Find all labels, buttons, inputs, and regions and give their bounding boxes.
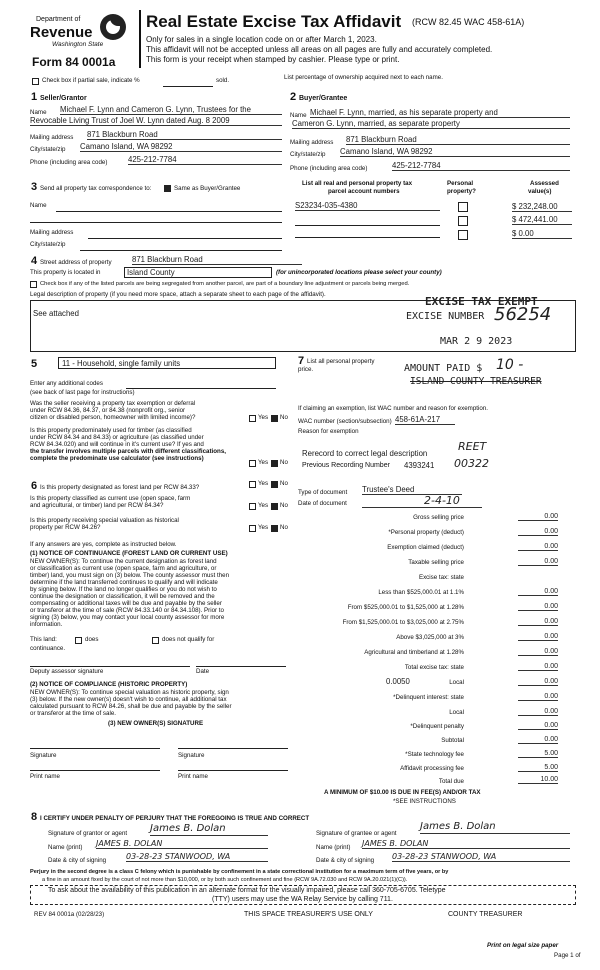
form-number: Form 84 0001a xyxy=(32,55,116,69)
historic-no-checkbox[interactable] xyxy=(271,525,278,532)
legal-paper-note: Print on legal size paper xyxy=(487,942,559,949)
tax-label-17: Affidavit processing fee xyxy=(400,765,464,772)
tax-value-14[interactable]: 0.00 xyxy=(518,722,558,730)
cont-line-7: or transferor at the time of sale (RCW 84.33.140 or 84.34.108). Prior to xyxy=(30,607,224,614)
sec3-mailing-label: Mailing address xyxy=(30,229,74,236)
hist-line-0: NEW OWNER(S): To continue special valuation as historic property, sign xyxy=(30,689,229,696)
hist-line-3: or transferor at the time of sale. xyxy=(30,710,116,717)
doc-date[interactable]: 2-4-10 xyxy=(362,495,482,508)
sec6-note: If any answers are yes, complete as instructed below. xyxy=(30,541,177,548)
cont-line-5: continue the designation or classification, it will be removed and the xyxy=(30,593,215,600)
tax-label-18: Total due xyxy=(438,778,464,785)
use-code-select[interactable] xyxy=(58,357,276,369)
tax-label-3: Taxable selling price xyxy=(408,559,464,566)
legal-label: Legal description of property (if you need more space, attach a separate sheet to each page of the affidavit). xyxy=(30,291,326,298)
local-rate: 0.0050 xyxy=(386,677,410,686)
q1a: Was the seller receiving a property tax exemption or deferral xyxy=(30,400,196,407)
seller-num: 1 xyxy=(31,91,38,103)
reet-number: 00322 xyxy=(454,457,489,470)
cont-line-6: compensating or additional taxes will be due and payable by the seller xyxy=(30,600,222,607)
excise-exempt-stamp: EXCISE TAX EXEMPT xyxy=(425,295,538,308)
grantor-sig-label: Signature of grantor or agent xyxy=(48,830,128,837)
sec6-q2b: and agricultural, or timber) land per RCW 84.34? xyxy=(30,502,164,509)
personal-property-checkbox-3[interactable] xyxy=(458,230,468,240)
sec6-q3a: Is this property receiving special valuation as historical xyxy=(30,517,179,524)
prev-label: Previous Recording Number xyxy=(302,462,390,469)
codes-line[interactable] xyxy=(126,388,276,389)
excise-number-label: EXCISE NUMBER xyxy=(406,311,485,322)
forest-yes-checkbox[interactable] xyxy=(249,481,256,488)
cont-line-0: NEW OWNER(S): To continue the current designation as forest land xyxy=(30,558,217,565)
tax-label-4: Excise tax: state xyxy=(418,574,464,581)
new-owner-sig-heading: (3) NEW OWNER(S) SIGNATURE xyxy=(108,720,204,727)
wac-number[interactable]: 458-61A-217 xyxy=(395,416,455,425)
sec3-city-label: City/state/zip xyxy=(30,241,66,248)
buyer-name1[interactable]: Michael F. Lynn, married, as his separate property and xyxy=(310,109,570,118)
forest-no-label: No xyxy=(280,480,288,487)
tax-value-12[interactable]: 0.00 xyxy=(518,693,558,701)
parcel-col3: Assessed xyxy=(530,180,559,187)
doc-date-label: Date of document xyxy=(298,500,347,507)
owner-sig1-label: Signature xyxy=(30,752,57,759)
continuance-label: continuance. xyxy=(30,645,66,652)
grantee-signature[interactable]: James B. Dolan xyxy=(420,822,570,834)
historic-yes-label: Yes xyxy=(258,524,269,531)
sec8-num: 8 xyxy=(31,811,38,823)
parcel-col1b: parcel account numbers xyxy=(328,188,400,195)
seller-mailing[interactable]: 871 Blackburn Road xyxy=(87,131,282,140)
sec7-label1: List all personal property xyxy=(307,358,375,365)
prev-value[interactable]: 4393241 xyxy=(404,461,435,470)
deputy-label: Deputy assessor signature xyxy=(30,668,104,675)
doc-type-label: Type of document xyxy=(298,489,348,496)
county-note: (for unincorporated locations please select your county) xyxy=(276,269,442,276)
seller-phone[interactable]: 425-212-7784 xyxy=(128,156,282,165)
page-number: Page 1 of xyxy=(554,952,581,959)
header-divider xyxy=(139,10,141,68)
codes-label: Enter any additional codes xyxy=(30,380,103,387)
owner-sig2-line[interactable] xyxy=(178,748,288,749)
assessed-value-1[interactable]: $ 232,248.00 xyxy=(512,203,572,212)
sec3-num: 3 xyxy=(31,181,38,193)
tax-label-11: Local xyxy=(449,679,464,686)
sec5-num: 5 xyxy=(31,358,38,370)
tax-label-1: *Personal property (deduct) xyxy=(388,529,464,536)
tax-value-10[interactable]: 0.00 xyxy=(518,663,558,671)
land-label: This land: xyxy=(30,636,57,643)
seller-name1[interactable]: Michael F. Lynn and Cameron G. Lynn, Trustees for the xyxy=(60,106,282,115)
dept-line3: Washington State xyxy=(52,41,104,48)
forest-yes-label: Yes xyxy=(258,480,269,487)
buyer-city-label: City/state/zip xyxy=(290,151,326,158)
tax-value-15[interactable]: 0.00 xyxy=(518,736,558,744)
minimum-note: A MINIMUM OF $10.00 IS DUE IN FEE(S) AND/OR TAX xyxy=(324,789,481,796)
currentuse-yes-label: Yes xyxy=(258,502,269,509)
codes-note: (see back of last page for instructions) xyxy=(30,389,135,396)
cont-line-8: signing (3) below, you may contact your local county assessor for more xyxy=(30,614,225,621)
tax-label-13: Local xyxy=(449,709,464,716)
seller-city[interactable]: Camano Island, WA 98292 xyxy=(80,143,282,152)
tax-value-0[interactable]: 0.00 xyxy=(518,513,558,521)
dept-line2: Revenue xyxy=(30,24,93,41)
grantor-date[interactable]: 03-28-23 STANWOOD, WA xyxy=(126,853,268,862)
cont-line-4: by signing below. If the land no longer qualifies or you do not wish to xyxy=(30,586,217,593)
owner-print2-label: Print name xyxy=(178,773,208,780)
tax-label-0: Gross selling price xyxy=(413,514,464,521)
wac-label: WAC number (section/subsection) xyxy=(298,418,392,425)
seller-heading: Seller/Grantor xyxy=(40,95,87,102)
alt-format-line1: To ask about the availability of this publication in an alternate format for the visually impaired, please call 360-705-6705. Teletype xyxy=(48,887,446,894)
q1b: under RCW 84.36, 84.37, or 84.38 (nonprofit org., senior xyxy=(30,407,186,414)
seller-phone-label: Phone (including area code) xyxy=(30,159,108,166)
header-note2: This affidavit will not be accepted unless all areas on all pages are fully and accurately completed. xyxy=(146,45,493,54)
buyer-name-label: Name xyxy=(290,112,307,119)
reason-label: Reason for exemption xyxy=(298,428,359,435)
ownership-note: List percentage of ownership acquired next to each name. xyxy=(284,74,443,81)
q1-yes-label: Yes xyxy=(258,414,269,421)
tax-value-11[interactable]: 0.00 xyxy=(518,678,558,686)
see-instructions: *SEE INSTRUCTIONS xyxy=(393,798,456,805)
personal-property-checkbox-2[interactable] xyxy=(458,216,468,226)
currentuse-no-label: No xyxy=(280,502,288,509)
street-address[interactable]: 871 Blackburn Road xyxy=(132,256,302,265)
q1c: citizen or disabled person, homeowner with limited income)? xyxy=(30,414,196,421)
legal-description: See attached xyxy=(33,309,79,318)
sec3-name-label: Name xyxy=(30,202,47,209)
dor-swirl-icon xyxy=(100,14,126,40)
partial-sale-checkbox[interactable] xyxy=(32,78,39,85)
parcel-line3[interactable] xyxy=(295,237,440,238)
deputy-date-line[interactable] xyxy=(196,666,286,667)
tax-label-7: From $1,525,000.01 to $3,025,000 at 2.75% xyxy=(342,619,464,626)
q1-no-checkbox[interactable] xyxy=(271,415,278,422)
tax-label-9: Agricultural and timberland at 1.28% xyxy=(364,649,464,656)
partial-pct-line[interactable] xyxy=(163,86,213,87)
buyer-num: 2 xyxy=(290,91,297,103)
tax-label-16: *State technology fee xyxy=(405,751,464,758)
header-note1: Only for sales in a single location code on or after March 1, 2023. xyxy=(146,35,377,44)
doesnot-checkbox[interactable] xyxy=(152,637,159,644)
partial-sale-label: Check box if partial sale, indicate % xyxy=(42,77,140,84)
tax-value-16[interactable]: 5.00 xyxy=(518,750,558,758)
deputy-date-label: Date xyxy=(196,668,210,675)
sec3-mailing-line[interactable] xyxy=(88,238,282,239)
parcel-line2[interactable] xyxy=(295,225,440,226)
parcel-col1: List all real and personal property tax xyxy=(302,180,413,187)
cont-line-1: or classification as current use (open space, farm and agriculture, or xyxy=(30,565,217,572)
amount-paid-value: 10 - xyxy=(496,357,524,373)
use-code-value: 11 - Household, single family units xyxy=(62,359,181,368)
parcel-col2b: property? xyxy=(447,188,476,195)
grantee-name[interactable]: JAMES B. DOLAN xyxy=(362,840,570,849)
excise-number-value: 56254 xyxy=(494,304,552,325)
owner-sig1-line[interactable] xyxy=(30,748,160,749)
hist-line-1: (3) below. If the new owner(s) doesn't wish to continue, all additional tax xyxy=(30,696,227,703)
owner-sig2-label: Signature xyxy=(178,752,205,759)
buyer-heading: Buyer/Grantee xyxy=(299,95,348,102)
q2b: under RCW 84.34 and 84.33) or agriculture (as classified under xyxy=(30,434,204,441)
cont-line-2: timber) land, you must sign on (3) below. The county assessor must then xyxy=(30,572,230,579)
tax-label-15: Subtotal xyxy=(441,737,464,744)
tax-label-8: Above $3,025,000 at 3% xyxy=(396,634,464,641)
grantor-date-label: Date & city of signing xyxy=(48,857,107,864)
tax-label-10: Total excise tax: state xyxy=(404,664,464,671)
cont-line-9: information. xyxy=(30,621,63,628)
perjury-line2: a fine in an amount fixed by the court of not more than $10,000, or by both such confinement and fine (RCW 9A.72.030 and RCW 9A.20.021(1)(C)). xyxy=(42,877,408,883)
historic-heading: (2) NOTICE OF COMPLIANCE (HISTORIC PROPERTY) xyxy=(30,681,188,688)
treasurer-use: THIS SPACE TREASURER'S USE ONLY xyxy=(244,911,373,918)
currentuse-yes-checkbox[interactable] xyxy=(249,503,256,510)
alt-format-line2: (TTY) users may use the WA Relay Service by calling 711. xyxy=(212,896,393,903)
buyer-name2[interactable]: Cameron G. Lynn, married, as separate property xyxy=(292,120,570,129)
q2e: complete the predominate use calculator (see instructions) xyxy=(30,455,204,462)
hist-line-2: calculated pursuant to RCW 84.26, shall be due and payable by the seller xyxy=(30,703,232,710)
county-select[interactable] xyxy=(124,267,272,278)
historic-yes-checkbox[interactable] xyxy=(249,525,256,532)
tax-label-12: *Delinquent interest: state xyxy=(393,694,464,701)
tax-label-6: From $525,000.01 to $1,525,000 at 1.28% xyxy=(347,604,464,611)
deputy-sig-line[interactable] xyxy=(30,666,190,667)
owner-print1-line[interactable] xyxy=(30,770,160,771)
tax-label-14: *Delinquent penalty xyxy=(410,723,464,730)
form-rcw: (RCW 82.45 WAC 458-61A) xyxy=(412,17,525,27)
sec6-q1: Is this property designated as forest land per RCW 84.33? xyxy=(40,484,200,491)
grantee-date[interactable]: 03-28-23 STANWOOD, WA xyxy=(392,853,570,862)
treasurer-stamp: ISLAND COUNTY TREASURER xyxy=(410,376,542,387)
tax-label-5: Less than $525,000.01 at 1.1% xyxy=(378,589,464,596)
same-as-buyer-label: Same as Buyer/Grantee xyxy=(174,185,241,192)
buyer-city[interactable]: Camano Island, WA 98292 xyxy=(340,148,570,157)
does-checkbox[interactable] xyxy=(75,637,82,644)
tax-value-8[interactable]: 0.00 xyxy=(518,633,558,641)
seller-name-label: Name xyxy=(30,109,47,116)
dept-line1: Department of xyxy=(36,16,81,23)
doc-type[interactable]: Trustee's Deed xyxy=(362,486,462,495)
exempt-label: If claiming an exemption, list WAC number and reason for exemption. xyxy=(298,405,488,412)
historic-no-label: No xyxy=(280,524,288,531)
seller-city-label: City/state/zip xyxy=(30,146,66,153)
buyer-phone[interactable]: 425-212-7784 xyxy=(392,162,570,171)
grantor-name-label: Name (print) xyxy=(48,844,83,851)
same-as-buyer-checkbox[interactable] xyxy=(164,185,171,192)
tax-value-1[interactable]: 0.00 xyxy=(518,528,558,536)
segregated-label: Check box if any of the listed parcels are being segregated from another parcel, are part of a boundary line adjustment or parcels being merged. xyxy=(40,281,410,287)
assessed-value-2[interactable]: $ 472,441.00 xyxy=(512,216,572,225)
county-treasurer: COUNTY TREASURER xyxy=(448,911,523,918)
doesnot-label: does not qualify for xyxy=(162,636,215,643)
q2-no-checkbox[interactable] xyxy=(271,460,278,467)
parcel-number[interactable]: S23234-035-4380 xyxy=(295,202,440,211)
reet-handwritten: REET xyxy=(458,440,487,453)
currentuse-no-checkbox[interactable] xyxy=(271,503,278,510)
tax-value-17[interactable]: 5.00 xyxy=(518,764,558,772)
sec6-q2a: Is this property classified as current use (open space, farm xyxy=(30,495,191,502)
sec7-label2: price. xyxy=(298,366,314,373)
tax-value-2[interactable]: 0.00 xyxy=(518,543,558,551)
located-label: This property is located in xyxy=(30,269,101,276)
tax-value-6[interactable]: 0.00 xyxy=(518,603,558,611)
forest-no-checkbox[interactable] xyxy=(271,481,278,488)
tax-value-9[interactable]: 0.00 xyxy=(518,648,558,656)
parcel-col2: Personal xyxy=(447,180,474,187)
does-label: does xyxy=(85,636,99,643)
parcel-col3b: value(s) xyxy=(528,188,552,195)
sec6-q3b: property per RCW 84.26? xyxy=(30,524,101,531)
county-value: Island County xyxy=(127,268,175,277)
sec6-num: 6 xyxy=(31,480,38,492)
tax-value-13[interactable]: 0.00 xyxy=(518,708,558,716)
q1-no-label: No xyxy=(280,414,288,421)
q2a: Is this property predominately used for timber (as classified xyxy=(30,427,192,434)
seller-mailing-label: Mailing address xyxy=(30,134,74,141)
tax-value-18[interactable]: 10.00 xyxy=(518,776,558,784)
tax-value-5[interactable]: 0.00 xyxy=(518,588,558,596)
personal-property-checkbox-1[interactable] xyxy=(458,202,468,212)
sec8-heading: I CERTIFY UNDER PENALTY OF PERJURY THAT THE FOREGOING IS TRUE AND CORRECT xyxy=(40,815,310,822)
grantee-sig-label: Signature of grantee or agent xyxy=(316,830,397,837)
owner-print2-line[interactable] xyxy=(178,770,288,771)
grantee-name-label: Name (print) xyxy=(316,844,351,851)
stamp-date: MAR 2 9 2023 xyxy=(440,336,513,347)
q2-yes-label: Yes xyxy=(258,459,269,466)
owner-print1-label: Print name xyxy=(30,773,60,780)
assessed-value-3[interactable]: $ 0.00 xyxy=(512,230,572,239)
cont-line-3: determine if the land transferred continues to qualify and will indicate xyxy=(30,579,218,586)
continuance-heading: (1) NOTICE OF CONTINUANCE (FOREST LAND OR CURRENT USE) xyxy=(30,550,228,557)
buyer-phone-label: Phone (including area code) xyxy=(290,165,368,172)
reason-value[interactable]: Rerecord to correct legal description xyxy=(302,449,428,458)
grantor-signature[interactable]: James B. Dolan xyxy=(150,824,268,836)
segregated-checkbox[interactable] xyxy=(30,281,37,288)
q2-no-label: No xyxy=(280,459,288,466)
sec3-name-line2[interactable] xyxy=(30,222,282,223)
partial-sold-label: sold. xyxy=(216,77,230,84)
street-label: Street address of property xyxy=(40,259,112,266)
sec3-label: Send all property tax correspondence to: xyxy=(40,185,152,192)
buyer-mailing-label: Mailing address xyxy=(290,139,334,146)
sec3-name-line[interactable] xyxy=(56,211,282,212)
grantor-name[interactable]: JAMES B. DOLAN xyxy=(96,840,268,849)
buyer-mailing[interactable]: 871 Blackburn Road xyxy=(346,136,570,145)
sec7-num: 7 xyxy=(298,355,305,367)
q1-yes-checkbox[interactable] xyxy=(249,415,256,422)
tax-label-2: Exemption claimed (deduct) xyxy=(387,544,464,551)
revision: REV 84 0001a (02/28/23) xyxy=(34,911,105,918)
tax-value-3[interactable]: 0.00 xyxy=(518,558,558,566)
dor-logo xyxy=(28,12,128,60)
perjury-line1: Perjury in the second degree is a class C felony which is punishable by confinement in a state correctional institution for a maximum term of five years, or by xyxy=(30,869,449,875)
seller-name2[interactable]: Revocable Living Trust of Joel W. Lynn dated Aug. 8 2009 xyxy=(30,117,282,126)
grantee-date-label: Date & city of signing xyxy=(316,857,375,864)
amount-paid-label: AMOUNT PAID $ xyxy=(404,363,483,374)
form-title: Real Estate Excise Tax Affidavit xyxy=(146,12,402,31)
sec3-city-line[interactable] xyxy=(80,250,282,251)
q2c: RCW 84.34.020) and will continue in it's current use? If yes and xyxy=(30,441,204,448)
sec4-num: 4 xyxy=(31,255,38,267)
q2d: the transfer involves multiple parcels with different classifications, xyxy=(30,448,226,455)
header-note3: This form is your receipt when stamped by cashier. Please type or print. xyxy=(146,55,400,64)
tax-value-7[interactable]: 0.00 xyxy=(518,618,558,626)
q2-yes-checkbox[interactable] xyxy=(249,460,256,467)
